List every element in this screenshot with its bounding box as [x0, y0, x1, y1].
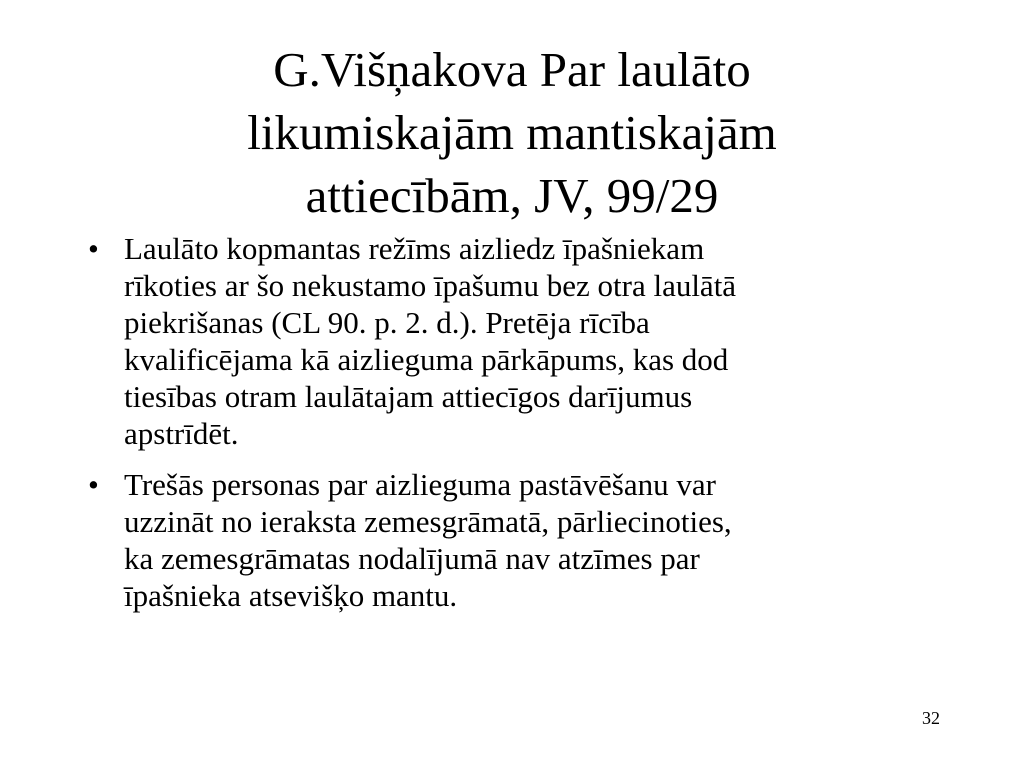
bullet-icon: •: [88, 467, 99, 502]
text-line: uzzināt no ieraksta zemesgrāmatā, pārliecinoties,: [124, 504, 732, 539]
text-line: tiesības otram laulātajam attiecīgos darījumus: [124, 379, 693, 414]
bullet-item: [88, 230, 948, 452]
title-line: likumiskajām mantiskajām: [247, 105, 777, 160]
text-line: Laulāto kopmantas režīms aizliedz īpašniekam: [124, 231, 705, 266]
bullet-list: [88, 230, 948, 628]
bullet-text: [124, 230, 948, 452]
text-line: rīkoties ar šo nekustamo īpašumu bez otra laulātā: [124, 268, 737, 303]
title-line: G.Višņakova Par laulāto: [273, 42, 751, 97]
bullet-icon: •: [88, 231, 99, 266]
bullet-item: [88, 466, 948, 614]
text-line: ka zemesgrāmatas nodalījumā nav atzīmes par: [124, 541, 700, 576]
text-line: apstrīdēt.: [124, 416, 239, 451]
title-line: attiecībām, JV, 99/29: [305, 168, 719, 223]
text-line: īpašnieka atsevišķo mantu.: [124, 578, 458, 613]
text-line: Trešās personas par aizlieguma pastāvēšanu var: [124, 467, 716, 502]
text-line: piekrišanas (CL 90. p. 2. d.). Pretēja rīcība: [124, 305, 650, 340]
page-number: 32: [922, 708, 940, 728]
text-line: kvalificējama kā aizlieguma pārkāpums, kas dod: [124, 342, 729, 377]
bullet-text: [124, 466, 948, 614]
slide-title: [112, 38, 912, 227]
